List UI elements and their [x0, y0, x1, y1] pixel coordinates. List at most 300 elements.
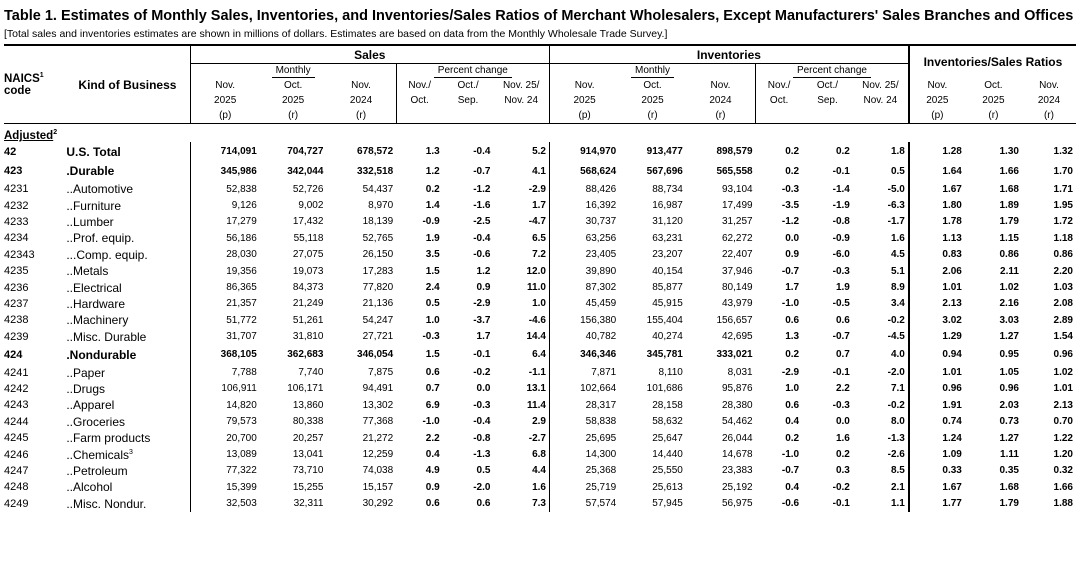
value-cell: 31,707 — [190, 329, 260, 345]
column-header — [619, 78, 686, 124]
kind-label: ..Furniture — [66, 198, 121, 213]
value-cell: 40,274 — [652, 331, 683, 343]
column-header-line: Oct. — [643, 80, 662, 91]
naics-code-cell: 4234 — [4, 232, 29, 245]
value-cell: 1.4 — [425, 200, 440, 212]
value-cell: 6.9 — [425, 399, 440, 411]
value-cell: 54,437 — [362, 183, 394, 195]
value-cell: 25,368 — [549, 463, 619, 479]
wholesale-table — [4, 44, 1076, 512]
value-cell: 102,664 — [549, 381, 619, 397]
column-header — [326, 78, 396, 124]
column-header-line: Nov. — [215, 80, 236, 91]
value-cell: -2.7 — [528, 432, 546, 444]
table-row — [4, 381, 1076, 397]
adjusted-row — [4, 124, 1076, 143]
naics-code-cell: 4238 — [4, 314, 29, 327]
column-header — [549, 78, 619, 124]
table-title: Table 1. Estimates of Monthly Sales, Inventories, and Inventories/Sales Ratios of Merchant Wholesalers, Except Manufacturers' Sales Branches and Offices — [4, 8, 1074, 24]
value-cell: 27,075 — [292, 249, 324, 261]
value-cell: 2.11 — [1000, 265, 1019, 277]
value-cell: 1.79 — [999, 498, 1019, 510]
value-cell: 1.78 — [909, 214, 965, 230]
value-cell: 0.35 — [999, 465, 1019, 477]
column-header-line: Nov. — [927, 80, 948, 91]
table-row — [4, 214, 1076, 230]
value-cell: 1.68 — [999, 481, 1019, 493]
value-cell: 15,255 — [292, 481, 324, 493]
value-cell: 2.06 — [909, 263, 965, 279]
value-cell: 3.5 — [425, 249, 440, 261]
naics-code-cell: 42343 — [4, 248, 35, 261]
column-header-line: (r) — [988, 110, 999, 121]
value-cell: 0.6 — [785, 314, 800, 326]
value-cell: 0.5 — [890, 165, 905, 177]
value-cell: 16,392 — [549, 197, 619, 213]
value-cell: 0.6 — [476, 498, 491, 510]
value-cell: 56,186 — [190, 230, 260, 246]
naics-code-cell: 4248 — [4, 481, 29, 494]
kind-label: ..Paper — [66, 365, 106, 380]
value-cell: 43,979 — [722, 298, 753, 310]
value-cell: 14.4 — [526, 331, 546, 343]
value-cell: -0.4 — [473, 146, 491, 158]
kind-label: ..Hardware — [66, 296, 125, 311]
column-header-line: (r) — [715, 110, 726, 121]
value-cell: -0.2 — [473, 367, 491, 379]
value-cell: 9,002 — [298, 200, 324, 212]
value-cell: 0.0 — [835, 416, 850, 428]
value-cell: 8.0 — [890, 416, 905, 428]
value-cell: -0.9 — [422, 216, 440, 228]
value-cell: 0.96 — [909, 381, 965, 397]
table-row — [4, 446, 1076, 462]
value-cell: 0.6 — [425, 498, 440, 510]
value-cell: 1.01 — [909, 364, 965, 380]
value-cell: 39,890 — [549, 263, 619, 279]
value-cell: 346,054 — [357, 349, 394, 361]
naics-code-cell: 4243 — [4, 399, 29, 412]
value-cell: 1.66 — [1053, 481, 1073, 493]
value-cell: 4.9 — [425, 465, 440, 477]
value-cell: -1.0 — [781, 449, 800, 461]
value-cell: 1.7 — [785, 282, 800, 294]
kind-cell — [65, 430, 190, 446]
column-header — [260, 78, 327, 124]
value-cell: 88,734 — [652, 183, 683, 195]
value-cell: 1.9 — [835, 282, 850, 294]
value-cell: -4.5 — [887, 331, 905, 343]
value-cell: 28,317 — [549, 397, 619, 413]
naics-code-cell: 4241 — [4, 366, 29, 379]
value-cell: 1.7 — [532, 200, 546, 212]
value-cell: 1.5 — [425, 349, 440, 361]
table-row — [4, 479, 1076, 495]
value-cell: 3.03 — [999, 314, 1019, 326]
kind-label: ..Automotive — [66, 182, 134, 197]
value-cell: 1.22 — [1053, 432, 1073, 444]
value-cell: 1.67 — [909, 181, 965, 197]
column-header-line: Nov. 25/ — [502, 80, 540, 91]
kind-label: ..Farm products — [66, 431, 151, 446]
naics-code-cell: 4231 — [4, 183, 29, 196]
column-header-line: Nov./ — [767, 80, 791, 91]
column-header-line: Oct./ — [457, 80, 479, 91]
value-cell: 345,986 — [190, 162, 260, 182]
kind-label: ..Chemicals — [66, 447, 129, 462]
value-cell: -1.2 — [781, 216, 800, 228]
column-header — [909, 78, 965, 124]
naics-code-cell: 4236 — [4, 281, 29, 294]
kind-label: ..Misc. Durable — [66, 329, 147, 344]
value-cell: 37,946 — [722, 265, 753, 277]
naics-code-cell: 4244 — [4, 415, 29, 428]
naics-code-cell: 424 — [4, 348, 23, 361]
value-cell: 77,820 — [362, 282, 394, 294]
value-cell: -0.2 — [832, 481, 850, 493]
value-cell: 7,871 — [549, 364, 619, 380]
value-cell: -0.7 — [781, 265, 800, 277]
kind-cell — [65, 364, 190, 380]
inventories-header: Inventories — [549, 45, 908, 64]
column-header-line: (r) — [288, 110, 299, 121]
table-row — [4, 197, 1076, 213]
naics-code-cell: 4245 — [4, 432, 29, 445]
value-cell: 25,647 — [652, 432, 683, 444]
column-header-line: Nov. — [574, 80, 595, 91]
sales-percent-header: Percent change — [396, 64, 549, 79]
naics-code-cell: 4235 — [4, 265, 29, 278]
value-cell: 4.4 — [532, 465, 546, 477]
table-row — [4, 263, 1076, 279]
column-header-line: (p) — [578, 110, 591, 121]
value-cell: 13.1 — [526, 383, 546, 395]
value-cell: 14,440 — [652, 449, 683, 461]
kind-cell — [65, 496, 190, 512]
kind-label: ..Groceries — [66, 414, 125, 429]
table-row — [4, 142, 1076, 162]
value-cell: 5.1 — [890, 265, 905, 277]
value-cell: -0.9 — [832, 232, 850, 244]
kind-label: ..Lumber — [66, 214, 114, 229]
column-header-line: Nov. 24 — [863, 95, 898, 106]
value-cell: 2.13 — [1053, 399, 1073, 411]
value-cell: 1.02 — [1053, 367, 1073, 379]
value-cell: 93,104 — [722, 183, 753, 195]
table-row — [4, 397, 1076, 413]
kind-cell — [65, 397, 190, 413]
value-cell: 101,686 — [646, 383, 683, 395]
table-row — [4, 364, 1076, 380]
value-cell: 0.73 — [999, 416, 1019, 428]
value-cell: 1.54 — [1053, 331, 1073, 343]
value-cell: 42,695 — [722, 331, 753, 343]
value-cell: 8,031 — [727, 367, 753, 379]
value-cell: 13,041 — [292, 449, 324, 461]
value-cell: 7,740 — [298, 367, 324, 379]
value-cell: 21,357 — [190, 296, 260, 312]
value-cell: 1.79 — [999, 216, 1019, 228]
kind-label: ..Electrical — [66, 280, 122, 295]
value-cell: 84,373 — [292, 282, 324, 294]
value-cell: 14,820 — [190, 397, 260, 413]
value-cell: 77,368 — [362, 416, 394, 428]
table-row — [4, 345, 1076, 365]
value-cell: -0.3 — [832, 265, 850, 277]
value-cell: 55,118 — [293, 232, 324, 244]
value-cell: 6.5 — [532, 232, 546, 244]
value-cell: 18,139 — [362, 216, 394, 228]
value-cell: 30,737 — [549, 214, 619, 230]
value-cell: 1.5 — [425, 265, 440, 277]
value-cell: 45,459 — [549, 296, 619, 312]
column-header — [686, 78, 756, 124]
value-cell: 0.86 — [1053, 249, 1073, 261]
kind-cell — [65, 381, 190, 397]
value-cell: 20,700 — [190, 430, 260, 446]
value-cell: 15,157 — [362, 481, 394, 493]
value-cell: 77,322 — [190, 463, 260, 479]
value-cell: 63,231 — [652, 232, 683, 244]
footnote-2: 2 — [53, 129, 58, 137]
value-cell: -0.1 — [832, 367, 850, 379]
value-cell: 21,249 — [292, 298, 324, 310]
kind-cell — [65, 345, 190, 365]
value-cell: 0.6 — [785, 399, 800, 411]
value-cell: -1.1 — [528, 367, 546, 379]
value-cell: 0.96 — [1053, 349, 1073, 361]
value-cell: 11.0 — [527, 282, 546, 294]
value-cell: 0.4 — [785, 416, 800, 428]
kind-cell — [65, 247, 190, 263]
value-cell: 52,838 — [190, 181, 260, 197]
value-cell: 14,300 — [549, 446, 619, 462]
value-cell: 2.89 — [1053, 314, 1073, 326]
value-cell: 0.7 — [835, 349, 850, 361]
value-cell: 7.3 — [532, 498, 546, 510]
kind-header: Kind of Business — [78, 77, 177, 92]
value-cell: 17,432 — [292, 216, 324, 228]
value-cell: 1.01 — [1053, 383, 1073, 395]
naics-code-cell: 423 — [4, 165, 23, 178]
value-cell: 1.71 — [1053, 183, 1073, 195]
value-cell: 4.5 — [890, 249, 905, 261]
value-cell: 7,875 — [368, 367, 394, 379]
kind-label: ..Petroleum — [66, 463, 128, 478]
value-cell: -0.4 — [473, 416, 491, 428]
naics-code-cell: 4249 — [4, 497, 29, 510]
value-cell: 155,404 — [646, 314, 683, 326]
value-cell: 913,477 — [646, 146, 683, 158]
value-cell: 87,302 — [549, 279, 619, 295]
table-row — [4, 247, 1076, 263]
value-cell: 4.0 — [890, 349, 905, 361]
value-cell: -1.6 — [473, 200, 491, 212]
value-cell: 2.20 — [1053, 265, 1073, 277]
value-cell: -0.7 — [781, 465, 800, 477]
value-cell: 156,657 — [716, 314, 753, 326]
value-cell: 1.2 — [476, 265, 491, 277]
value-cell: -2.0 — [473, 481, 491, 493]
kind-cell — [65, 142, 190, 162]
naics-code-cell: 42 — [4, 145, 17, 158]
kind-label: ..Alcohol — [66, 480, 113, 495]
kind-cell — [65, 414, 190, 430]
value-cell: 1.09 — [909, 446, 965, 462]
value-cell: 74,038 — [362, 465, 394, 477]
column-header-line: 2025 — [281, 95, 305, 106]
value-cell: 31,257 — [722, 216, 753, 228]
value-cell: 1.88 — [1053, 498, 1073, 510]
value-cell: 2.16 — [999, 298, 1019, 310]
kind-cell — [65, 479, 190, 495]
value-cell: 1.64 — [909, 162, 965, 182]
value-cell: 1.0 — [785, 383, 800, 395]
value-cell: 52,726 — [292, 183, 324, 195]
value-cell: 8,110 — [658, 367, 683, 379]
value-cell: 1.02 — [999, 282, 1019, 294]
value-cell: -0.7 — [473, 165, 491, 177]
value-cell: 1.72 — [1053, 216, 1073, 228]
value-cell: 0.0 — [785, 232, 800, 244]
value-cell: -0.3 — [422, 331, 440, 343]
value-cell: 13,860 — [292, 399, 324, 411]
value-cell: 1.70 — [1053, 165, 1073, 177]
value-cell: -0.3 — [832, 399, 850, 411]
value-cell: 342,044 — [287, 165, 324, 177]
value-cell: 0.2 — [785, 146, 800, 158]
value-cell: -2.6 — [887, 449, 905, 461]
value-cell: 156,380 — [549, 312, 619, 328]
value-cell: 1.15 — [999, 232, 1019, 244]
value-cell: 0.5 — [476, 465, 491, 477]
value-cell: 6.4 — [532, 349, 546, 361]
value-cell: 332,518 — [357, 165, 394, 177]
value-cell: -0.3 — [473, 399, 491, 411]
kind-cell — [65, 329, 190, 345]
value-cell: 8,970 — [368, 200, 394, 212]
kind-label: ...Comp. equip. — [66, 247, 148, 262]
value-cell: 0.3 — [835, 465, 850, 477]
value-cell: 898,579 — [716, 146, 753, 158]
value-cell: -0.6 — [781, 498, 800, 510]
value-cell: 54,462 — [722, 416, 753, 428]
value-cell: 26,150 — [362, 249, 394, 261]
column-header — [1022, 78, 1076, 124]
column-header-line: 2025 — [982, 95, 1005, 106]
value-cell: 0.5 — [425, 298, 440, 310]
table-row — [4, 181, 1076, 197]
column-header-line: 2025 — [573, 95, 596, 106]
value-cell: -6.0 — [832, 249, 850, 261]
value-cell: 58,632 — [652, 416, 683, 428]
value-cell: 1.67 — [909, 479, 965, 495]
value-cell: 1.89 — [999, 200, 1019, 212]
value-cell: 88,426 — [549, 181, 619, 197]
naics-header — [4, 45, 65, 124]
kind-label: .Durable — [66, 164, 115, 179]
value-cell: 1.8 — [890, 146, 905, 158]
value-cell: 80,149 — [722, 282, 753, 294]
column-header — [802, 78, 853, 124]
value-cell: 6.8 — [532, 449, 546, 461]
value-cell: 0.32 — [1053, 465, 1073, 477]
naics-code-cell: 4246 — [4, 448, 29, 461]
kind-cell — [65, 463, 190, 479]
column-header-line: Nov. — [351, 80, 371, 91]
column-header-line: Nov. — [1039, 80, 1059, 91]
column-header-line: Nov. — [710, 80, 731, 91]
value-cell: 2.4 — [425, 282, 440, 294]
value-cell: 2.03 — [999, 399, 1019, 411]
value-cell: -6.3 — [887, 200, 905, 212]
kind-cell — [65, 312, 190, 328]
value-cell: 19,356 — [190, 263, 260, 279]
value-cell: 86,365 — [190, 279, 260, 295]
inv-percent-header: Percent change — [756, 64, 909, 79]
value-cell: -3.5 — [781, 200, 800, 212]
value-cell: -1.2 — [473, 183, 491, 195]
value-cell: 0.9 — [425, 481, 440, 493]
value-cell: 1.80 — [909, 197, 965, 213]
value-cell: 25,695 — [549, 430, 619, 446]
value-cell: 3.4 — [890, 298, 905, 310]
column-header-line: (r) — [647, 110, 658, 121]
value-cell: 0.2 — [785, 165, 800, 177]
value-cell: 368,105 — [190, 345, 260, 365]
column-header-line: 2024 — [709, 95, 732, 106]
value-cell: 0.2 — [835, 449, 850, 461]
value-cell: 1.27 — [999, 331, 1019, 343]
value-cell: 1.13 — [909, 230, 965, 246]
value-cell: 1.28 — [909, 142, 965, 162]
naics-code-cell: 4233 — [4, 215, 29, 228]
value-cell: 25,550 — [652, 465, 683, 477]
column-header-line: 2024 — [1037, 95, 1061, 106]
value-cell: 73,710 — [292, 465, 324, 477]
value-cell: -3.7 — [473, 314, 491, 326]
value-cell: 1.01 — [909, 279, 965, 295]
value-cell: 0.9 — [476, 282, 491, 294]
column-header-line: Oct. — [984, 80, 1003, 91]
value-cell: 1.29 — [909, 329, 965, 345]
naics-code-label: code — [4, 84, 31, 97]
value-cell: 914,970 — [549, 142, 619, 162]
value-cell: 1.66 — [999, 165, 1019, 177]
column-header-line: (p) — [931, 110, 944, 121]
value-cell: 0.95 — [999, 349, 1019, 361]
value-cell: 0.2 — [785, 432, 800, 444]
value-cell: 7.2 — [532, 249, 546, 261]
value-cell: -2.9 — [528, 183, 546, 195]
value-cell: 0.70 — [1053, 416, 1073, 428]
value-cell: -0.8 — [832, 216, 850, 228]
value-cell: 1.68 — [999, 183, 1019, 195]
value-cell: 85,877 — [652, 282, 683, 294]
value-cell: 1.2 — [425, 165, 440, 177]
sales-header: Sales — [190, 45, 549, 64]
value-cell: -1.3 — [887, 432, 905, 444]
value-cell: 0.0 — [476, 383, 491, 395]
value-cell: 9,126 — [190, 197, 260, 213]
value-cell: 32,311 — [293, 498, 324, 510]
value-cell: -1.0 — [422, 416, 440, 428]
value-cell: 0.74 — [909, 414, 965, 430]
column-header-line: 2025 — [926, 95, 949, 106]
value-cell: 0.6 — [835, 314, 850, 326]
value-cell: 19,073 — [292, 265, 324, 277]
value-cell: 568,624 — [549, 162, 619, 182]
